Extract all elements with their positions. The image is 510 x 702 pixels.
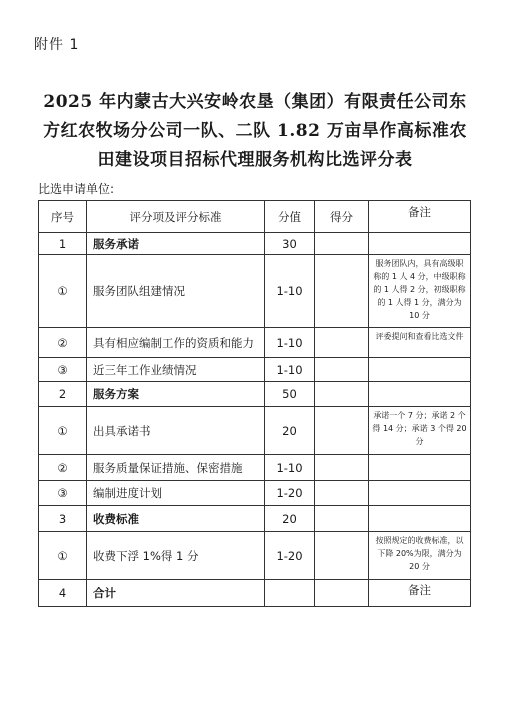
row-obtained [315, 382, 369, 407]
attachment-label: 附件 1 [34, 37, 80, 53]
row-score: 50 [265, 382, 315, 407]
row-score: 1-10 [265, 328, 315, 358]
row-score: 1-20 [265, 532, 315, 580]
row-item: 服务承诺 [87, 233, 265, 255]
row-note [369, 506, 471, 532]
table-row [39, 455, 471, 481]
row-obtained [315, 233, 369, 255]
row-note: 备注 [369, 580, 471, 607]
row-score: 1-10 [265, 455, 315, 481]
row-item: 近三年工作业绩情况 [87, 358, 265, 382]
table-row [39, 580, 471, 607]
row-score: 1-10 [265, 358, 315, 382]
row-note [369, 358, 471, 382]
row-score: 1-10 [265, 255, 315, 328]
row-index: ① [39, 532, 87, 580]
row-item: 收费标准 [87, 506, 265, 532]
header-item: 评分项及评分标准 [87, 201, 265, 233]
table-row [39, 407, 471, 455]
row-item: 服务团队组建情况 [87, 255, 265, 328]
row-item: 服务方案 [87, 382, 265, 407]
row-obtained [315, 358, 369, 382]
scoring-table [38, 200, 471, 607]
table-row [39, 481, 471, 506]
table-row [39, 328, 471, 358]
row-score: 1-20 [265, 481, 315, 506]
document-title [30, 88, 480, 175]
header-obtained: 得分 [315, 201, 369, 233]
row-note [369, 481, 471, 506]
row-obtained [315, 455, 369, 481]
row-score [265, 580, 315, 607]
table-row [39, 255, 471, 328]
row-index: ② [39, 455, 87, 481]
row-item: 编制进度计划 [87, 481, 265, 506]
row-note: 按照规定的收费标准，以下降 20%为限，满分为 20 分 [369, 532, 471, 580]
row-note [369, 233, 471, 255]
row-note: 服务团队内，具有高级职称的 1 人 4 分，中级职称的 1 人得 2 分，初级职称的 1 人得 1 分，满分为 10 分 [369, 255, 471, 328]
row-index: ② [39, 328, 87, 358]
row-note [369, 382, 471, 407]
row-index: ① [39, 255, 87, 328]
row-index: 3 [39, 506, 87, 532]
row-score: 20 [265, 506, 315, 532]
row-index: ③ [39, 481, 87, 506]
title-line-2: 方红农牧场分公司一队、二队 1.82 万亩旱作高标准农 [43, 121, 467, 141]
header-index: 序号 [39, 201, 87, 233]
row-index: 4 [39, 580, 87, 607]
table-row [39, 382, 471, 407]
row-obtained [315, 580, 369, 607]
row-index: 1 [39, 233, 87, 255]
table-header-row [39, 201, 471, 233]
row-obtained [315, 255, 369, 328]
table-row [39, 532, 471, 580]
table-row [39, 233, 471, 255]
table-row [39, 506, 471, 532]
title-line-3: 田建设项目招标代理服务机构比选评分表 [97, 150, 413, 170]
row-obtained [315, 506, 369, 532]
title-line-1: 2025 年内蒙古大兴安岭农垦（集团）有限责任公司东 [43, 92, 467, 112]
row-item: 具有相应编制工作的资质和能力 [87, 328, 265, 358]
applicant-label: 比选申请单位: [38, 182, 115, 196]
row-item: 合计 [87, 580, 265, 607]
table-row [39, 358, 471, 382]
row-obtained [315, 532, 369, 580]
row-note: 评委提问和查看比选文件 [369, 328, 471, 358]
row-score: 30 [265, 233, 315, 255]
header-score: 分值 [265, 201, 315, 233]
row-note [369, 455, 471, 481]
row-note: 承诺一个 7 分；承诺 2 个得 14 分；承诺 3 个得 20 分 [369, 407, 471, 455]
row-obtained [315, 328, 369, 358]
row-obtained [315, 407, 369, 455]
row-item: 服务质量保证措施、保密措施 [87, 455, 265, 481]
row-index: ③ [39, 358, 87, 382]
header-note: 备注 [369, 201, 471, 233]
row-index: ① [39, 407, 87, 455]
row-index: 2 [39, 382, 87, 407]
row-item: 收费下浮 1%得 1 分 [87, 532, 265, 580]
row-item: 出具承诺书 [87, 407, 265, 455]
row-score: 20 [265, 407, 315, 455]
row-obtained [315, 481, 369, 506]
